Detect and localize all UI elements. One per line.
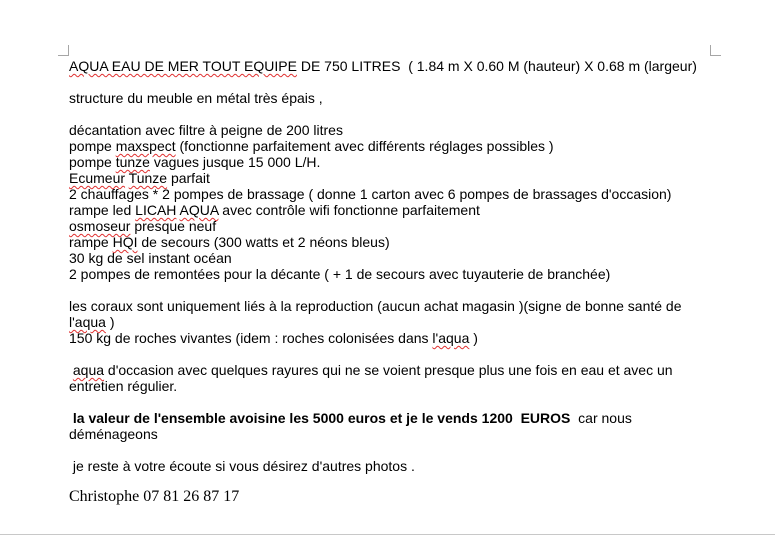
title-line: AQUA EAU DE MER TOUT EQUIPE DE 750 LITRES ( 1.84 m X 0.60 M (hauteur) X 0.68 m (largeur)	[69, 58, 697, 74]
equipment-line: 2 pompes de remontées pour la décante ( + 1 de secours avec tuyauterie de branchée)	[69, 266, 611, 282]
contact-line: je reste à votre écoute si vous désirez d'autres photos .	[69, 458, 415, 474]
condition-line: aqua d'occasion avec quelques rayures qui ne se voient presque plus une fois en eau et avec un	[72, 362, 673, 378]
corals-line: l'aqua )	[69, 314, 115, 330]
equipment-line: Ecumeur Tunze parfait	[69, 170, 210, 186]
equipment-line: décantation avec filtre à peigne de 200 litres	[69, 122, 343, 138]
price-line: déménageons	[69, 426, 158, 442]
corals-line: les coraux sont uniquement liés à la reproduction (aucun achat magasin )(signe de bonne santé de	[69, 298, 682, 314]
page-bottom-edge	[0, 534, 775, 540]
equipment-line: osmoseur presque neuf	[69, 218, 217, 234]
equipment-line: 2 chauffages * 2 pompes de brassage ( donne 1 carton avec 6 pompes de brassages d'occasion)	[69, 186, 672, 202]
equipment-line: pompe maxspect (fonctionne parfaitement avec différents réglages possibles )	[69, 138, 554, 154]
structure-line: structure du meuble en métal très épais ,	[69, 90, 323, 106]
signature: Christophe 07 81 26 87 17	[69, 488, 240, 505]
margin-corner-top-right	[710, 45, 721, 56]
rocks-line: 150 kg de roches vivantes (idem : roches colonisées dans l'aqua )	[69, 330, 478, 346]
price-line: la valeur de l'ensemble avoisine les 5000 euros et je le vends 1200 EUROS car nous	[69, 410, 632, 426]
equipment-line: pompe tunze vagues jusque 15 000 L/H.	[69, 154, 321, 170]
margin-corner-top-left	[58, 45, 69, 56]
equipment-line: rampe led LICAH AQUA avec contrôle wifi fonctionne parfaitement	[69, 202, 480, 218]
equipment-line: 30 kg de sel instant océan	[69, 250, 232, 266]
document-body[interactable]	[69, 58, 699, 506]
condition-line: entretien régulier.	[69, 378, 178, 394]
equipment-line: rampe HQI de secours (300 watts et 2 néons bleus)	[69, 234, 390, 250]
